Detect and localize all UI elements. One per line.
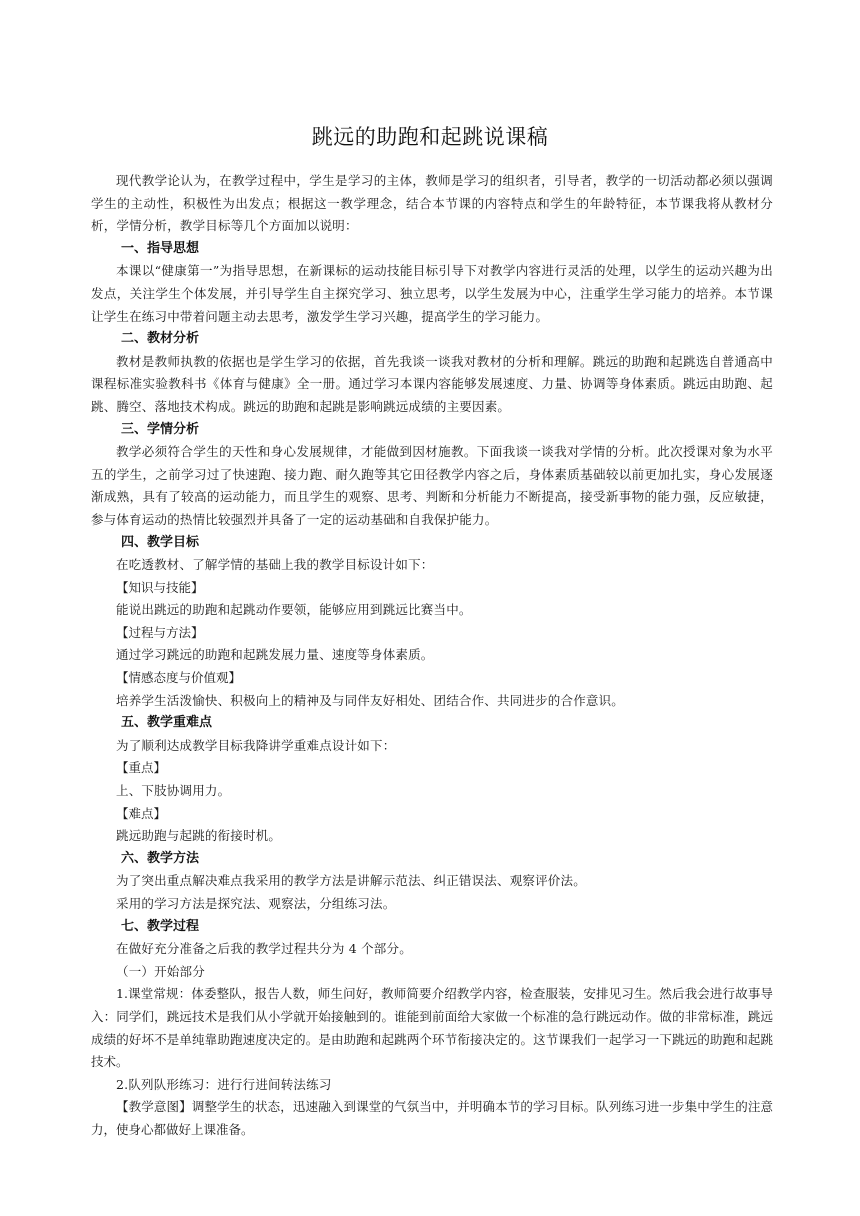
section-heading-guiding-ideology: 一、指导思想 — [121, 240, 200, 256]
process-subheading-opening: （一）开始部分 — [116, 963, 205, 979]
section-heading-teaching-objectives: 四、教学目标 — [121, 534, 200, 550]
guiding-ideology-paragraph: 本课以“健康第一”为指导思想，在新课标的运动技能目标引导下对教学内容进行灵活的处理，以学生的运动兴趣为出发点，关注学生个体发展，并引导学生自主探究学习、独立思考，以学生发展为中心，注重学生学习能力的培养。本节课让学生在练习中带着问题主动去思考，激发学生学习兴趣，提高学生的学习能力。 — [91, 263, 773, 324]
objectives-intro: 在吃透教材、了解学情的基础上我的教学目标设计如下： — [116, 557, 434, 573]
difficulty-label: 【难点】 — [116, 805, 167, 821]
teaching-process-intro: 在做好充分准备之后我的教学过程共分为 4 个部分。 — [116, 941, 412, 957]
process-step-2: 2.队列队形练习：进行行进间转法练习 — [116, 1076, 332, 1092]
section-heading-key-points: 五、教学重难点 — [121, 715, 213, 731]
learning-methods-text: 采用的学习方法是探究法、观察法，分组练习法。 — [116, 896, 396, 911]
section-heading-textbook-analysis: 二、教材分析 — [121, 331, 200, 347]
document-title: 跳远的助跑和起跳说课稿 — [311, 125, 549, 149]
objective-process-text: 通过学习跳远的助跑和起跳发展力量、速度等身体素质。 — [116, 647, 434, 663]
teaching-intent-paragraph: 【教学意图】调整学生的状态，迅速融入到课堂的气氛当中，并明确本节的学习目标。队列练习进一步集中学生的注意力，使身心都做好上课准备。 — [91, 1099, 773, 1137]
teaching-methods-text: 为了突出重点解决难点我采用的教学方法是讲解示范法、纠正错误法、观察评价法。 — [116, 873, 586, 889]
difficulty-text: 跳远助跑与起跳的衔接时机。 — [116, 828, 282, 844]
key-points-intro: 为了顺利达成教学目标我降讲学重难点设计如下： — [116, 737, 396, 753]
key-point-text: 上、下肢协调用力。 — [116, 783, 231, 799]
objective-attitude-text: 培养学生活泼愉快、积极向上的精神及与同伴友好相处、团结合作、共同进步的合作意识。 — [116, 692, 625, 708]
document-body — [91, 170, 773, 1142]
objective-label-attitude: 【情感态度与价值观】 — [116, 670, 242, 686]
key-point-label: 【重点】 — [116, 760, 167, 776]
section-heading-teaching-process: 七、教学过程 — [121, 918, 200, 934]
intro-paragraph: 现代教学论认为，在教学过程中，学生是学习的主体，教师是学习的组织者，引导者，教学的一切活动都必须以强调学生的主动性，积极性为出发点；根据这一教学理念，结合本节课的内容特点和学生的年龄特征，本节课我将从教材分析，学情分析，教学目标等几个方面加以说明： — [91, 173, 773, 234]
section-heading-teaching-methods: 六、教学方法 — [121, 850, 200, 866]
process-step-1: 1.课堂常规：体委整队，报告人数，师生问好，教师简要介绍教学内容，检查服装，安排见习生。然后我会进行故事导入：同学们，跳远技术是我们从小学就开始接触到的。谁能到前面给大家做一个标准的急行跳远动作。做的非常标准，跳远成绩的好坏不是单纯靠助跑速度决定的。是由助跑和起跳两个环节衔接决定的。这节课我们一起学习一下跳远的助跑和起跳技术。 — [91, 986, 773, 1070]
objective-knowledge-text: 能说出跳远的助跑和起跳动作要领，能够应用到跳远比赛当中。 — [116, 602, 472, 618]
section-heading-learner-analysis: 三、学情分析 — [121, 421, 200, 437]
learner-analysis-paragraph: 教学必须符合学生的天性和身心发展规律，才能做到因材施教。下面我谈一谈我对学情的分析。此次授课对象为水平五的学生，之前学习过了快速跑、接力跑、耐久跑等其它田径教学内容之后，身体素质基础较以前更加扎实，身心发展逐渐成熟，具有了较高的运动能力，而且学生的观察、思考、判断和分析能力不断提高，接受新事物的能力强，反应敏捷，参与体育运动的热情比较强烈并具备了一定的运动基础和自我保护能力。 — [91, 444, 773, 527]
objective-label-process: 【过程与方法】 — [116, 624, 204, 640]
textbook-analysis-paragraph: 教材是教师执教的依据也是学生学习的依据，首先我谈一谈我对教材的分析和理解。跳远的助跑和起跳选自普通高中课程标准实验教科书《体育与健康》全一册。通过学习本课内容能够发展速度、力量、协调等身体素质。跳远由助跑、起跳、腾空、落地技术构成。跳远的助跑和起跳是影响跳远成绩的主要因素。 — [91, 353, 773, 414]
objective-label-knowledge: 【知识与技能】 — [116, 579, 204, 595]
